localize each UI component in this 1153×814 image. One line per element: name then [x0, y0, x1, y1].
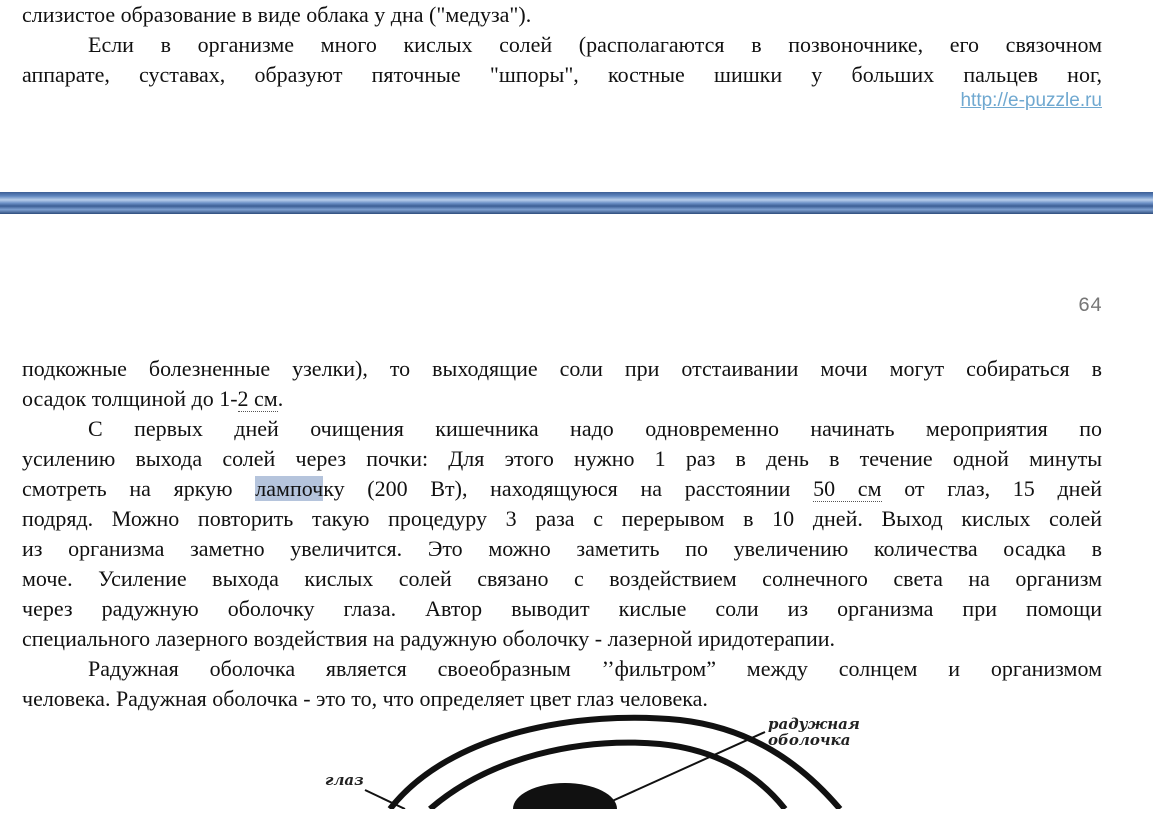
iris-label: [768, 716, 860, 748]
text-line: [22, 384, 1102, 414]
text-line: аппарате, суставах, образуют пяточные "шпоры", костные шишки у больших пальцев ног,: [22, 62, 1102, 87]
current-page-text: [22, 354, 1102, 714]
text-line: С первых дней очищения кишечника надо одновременно начинать мероприятия по: [88, 416, 1102, 441]
text-line: человека. Радужная оболочка - это то, что определяет цвет глаз человека.: [22, 686, 708, 711]
previous-page-text: [22, 0, 1102, 90]
page-separator-band: [0, 192, 1153, 214]
underlined-text: 2 см: [237, 386, 278, 411]
text-span: осадок толщиной до 1-: [22, 386, 238, 411]
text-line: Радужная оболочка является своеобразным ’’фильтром” между солнцем и организмом: [88, 656, 1102, 681]
source-link[interactable]: http://e-puzzle.ru: [960, 90, 1102, 111]
text-line: подряд. Можно повторить такую процедуру 3 раза с перерывом в 10 дней. Выход кислых солей: [22, 506, 1102, 531]
underlined-text: 50 см: [813, 476, 882, 501]
text-line: [22, 474, 1102, 504]
text-line: усилению выхода солей через почки: Для этого нужно 1 раз в день в течение одной минуты: [22, 446, 1102, 471]
iris-label-line2: оболочка: [768, 731, 851, 749]
eye-label: глаз: [325, 771, 364, 789]
text-span: .: [277, 386, 284, 411]
page-number: 64: [1077, 295, 1102, 318]
text-line: подкожные болезненные узелки), то выходящие соли при отстаивании мочи могут собираться в: [22, 356, 1102, 381]
text-span: ку (200 Вт), находящуюся на расстоянии: [323, 476, 814, 501]
text-span: от глаз, 15 дней: [881, 476, 1102, 501]
text-line: через радужную оболочку глаза. Автор выводит кислые соли из организма при помощи: [22, 596, 1102, 621]
iris-label-line1: радужная: [768, 715, 860, 733]
text-line: специального лазерного воздействия на радужную оболочку - лазерной иридотерапии.: [22, 626, 836, 651]
text-line: моче. Усиление выхода кислых солей связано с воздействием солнечного света на организм: [22, 566, 1102, 591]
eye-diagram: [280, 712, 900, 809]
text-line: слизистое образование в виде облака у дна ("медуза").: [22, 2, 532, 27]
pupil-shape: [513, 783, 617, 809]
previous-page: [0, 0, 1153, 190]
text-line: из организма заметно увеличится. Это можно заметить по увеличению количества осадка в: [22, 536, 1102, 561]
page-separator: [0, 190, 1153, 216]
text-span: смотреть на яркую: [22, 476, 256, 501]
selected-text[interactable]: лампоч: [255, 476, 324, 501]
text-line: Если в организме много кислых солей (располагаются в позвоночнике, его связочном: [88, 32, 1102, 57]
